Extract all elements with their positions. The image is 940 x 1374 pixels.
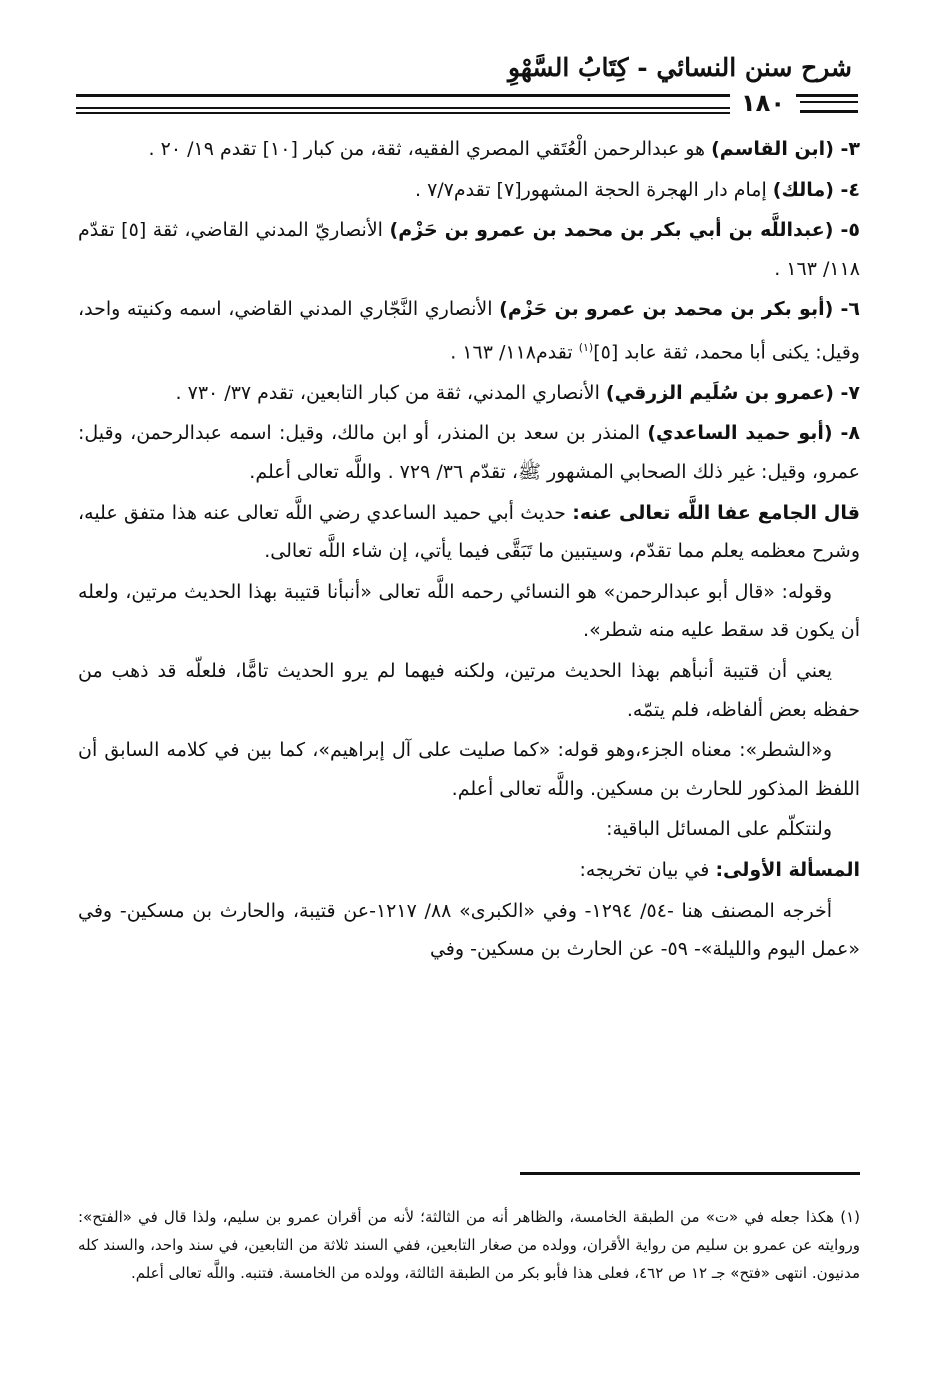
paragraph-lead: ٦- (أبو بكر بن محمد بن عمرو بن حَزْم) [499,298,860,321]
footnotes [78,1204,860,1287]
paragraph-text: الأنصاري المدني، ثقة من كبار التابعين، تقدم ٣٧/ ٧٣٠ . [175,381,606,404]
paragraph-narrator-5 [78,211,860,288]
paragraph-text: وقوله: «قال أبو عبدالرحمن» هو النسائي رحمه اللَّه تعالى «أنبأنا قتيبة بهذا الحديث مرتين، ولعله أن يكون قد سقط عليه منه شطر». [78,580,860,642]
paragraph-text: تقدم١١٨/ ١٦٣ . [450,341,579,364]
paragraph-lead: ٣- (ابن القاسم) [711,138,860,160]
paragraph-narrator-6 [78,290,860,372]
paragraph-text: هو عبدالرحمن الْعُتَقي المصري الفقيه، ثقة، من كبار [١٠] تقدم ١٩/ ٢٠ . [148,138,712,160]
paragraph-lead: ٨- (أبو حميد الساعدي) [647,422,860,445]
header-rule [800,101,858,103]
footnote-separator [520,1172,860,1175]
running-header-title: شرح سنن النسائي - كِتَابُ السَّهْوِ [507,53,852,82]
paragraph-commentary [78,810,860,849]
paragraph-text: حديث أبي حميد الساعدي رضي اللَّه تعالى عنه هذا متفق عليه، وشرح معظمه يعلم مما تقدّم، وسيتبين ما تَبَقَّى فيما يأتي، إن شاء اللَّه تعالى. [78,501,860,563]
paragraph-text: المنذر بن سعد بن المنذر، أو ابن مالك، وقيل: اسمه عبدالرحمن، وقيل: عمرو، وقيل: غير ذلك الصحابي المشهور ﷺ، تقدّم ٣٦/ ٧٢٩ . واللَّه تعالى أعلم. [78,422,860,484]
paragraph-text: في بيان تخريجه: [579,859,716,882]
paragraph-issue-heading [78,851,860,890]
paragraph-lead: ٤- (مالك) [772,178,860,201]
header-rule [76,112,765,114]
paragraph-narrator-7 [78,374,860,413]
paragraph-lead: قال الجامع عفا اللَّه تعالى عنه: [572,501,860,524]
paragraph-lead: ٥- (عبداللَّه بن أبي بكر بن محمد بن عمرو بن حَزْم) [389,219,861,242]
paragraph-narrator-8 [78,414,860,491]
paragraph-compiler-note [78,494,860,571]
header-rule [800,110,858,113]
main-text [78,130,860,971]
paragraph-commentary [78,731,860,808]
footnote-reference[interactable]: (١) [578,340,594,354]
footnote-marker: (١) [840,1208,860,1226]
paragraph-text: أخرجه المصنف هنا -٥٤/ ١٢٩٤- وفي «الكبرى» ٨٨/ ١٢١٧-عن قتيبة، والحارث بن مسكين- وفي «عمل اليوم والليلة»- ٥٩- عن الحارث بن مسكين- وفي [78,899,860,961]
paragraph-narrator-3 [78,130,860,169]
header-rule [76,107,765,109]
paragraph-narrator-4 [78,171,860,210]
paragraph-text: الأنصاريّ المدني القاضي، ثقة [٥] تقدّم ١١٨/ ١٦٣ . [78,219,860,280]
footnote-1 [78,1204,860,1287]
paragraph-text: الأنصاري النَّجّاري المدني القاضي، اسمه وكنيته واحد، وقيل: يكنى أبا محمد، ثقة عابد [٥] [78,298,860,364]
paragraph-lead: المسألة الأولى: [715,859,860,882]
paragraph-commentary [78,652,860,729]
paragraph-text: إمام دار الهجرة الحجة المشهور[٧] تقدم٧/٧ . [414,178,773,201]
page-number: ١٨٠ [730,86,796,120]
paragraph-lead: ٧- (عمرو بن سُلَيم الزرقي) [605,381,860,404]
paragraph-text: و«الشطر»: معناه الجزء،وهو قوله: «كما صليت على آل إبراهيم»، كما بين في كلامه السابق أن اللفظ المذكور للحارث بن مسكين. واللَّه تعالى أعلم. [78,739,860,800]
paragraph-commentary [78,573,860,650]
footnote-text: هكذا جعله في «ت» من الطبقة الخامسة، والظاهر أنه من الثالثة؛ لأنه من أقران عمرو بن سليم، ولذا قال في «الفتح»: وروايته عن عمرو بن سليم من رواية الأقران، وولده من صغار التابعين، ففي السند ثلاثة من التابعين، في سند واحد، والسند كله مدنيون. انتهى «فتح» جـ ١٢ ص ٤٦٢، فعلى هذا فأبو بكر من الطبقة الثالثة، وولده من الخامسة. فتنبه. واللَّه تعالى أعلم. [78,1208,860,1282]
paragraph-text: يعني أن قتيبة أنبأهم بهذا الحديث مرتين، ولكنه فيهما لم يرو الحديث تامًّا، فلعلّه قد ذهب من حفظه بعض ألفاظه، فلم يتمّه. [78,660,860,721]
paragraph-text: ولنتكلّم على المسائل الباقية: [606,818,832,841]
paragraph-takhrij [78,892,860,969]
